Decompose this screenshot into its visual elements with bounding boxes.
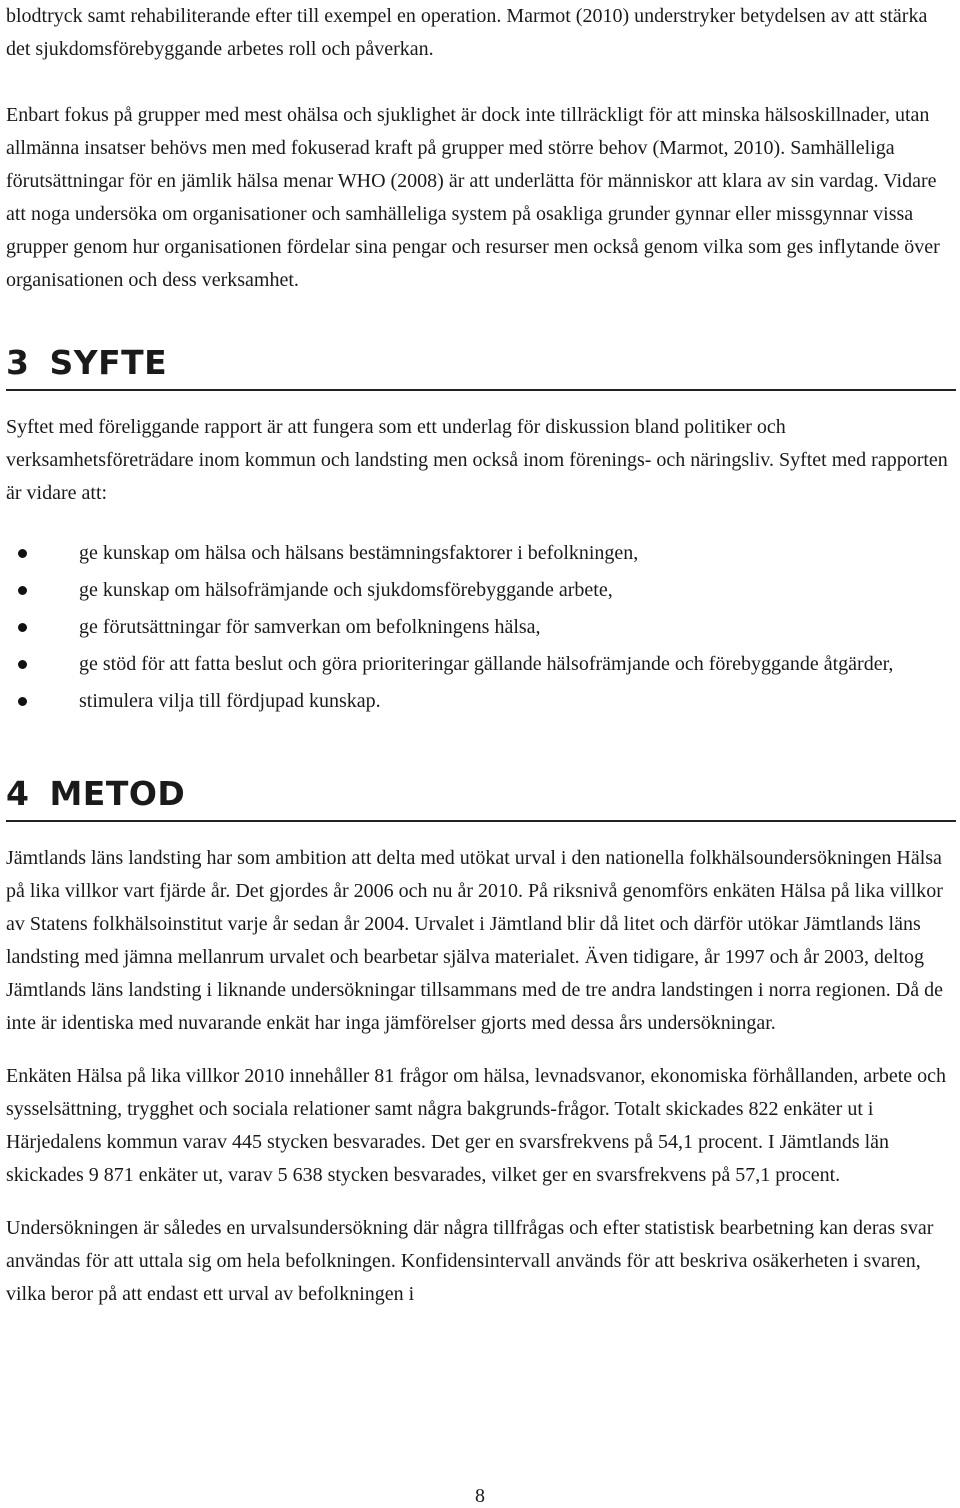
purpose-bullet-list (6, 537, 956, 718)
paragraph-metod-1: Jämtlands läns landsting har som ambition att delta med utökat urval i den nationella folkhälsoundersökningen Hälsa på lika villkor vart fjärde år. Det gjordes år 2006 och nu år 2010. På riksnivå genomförs enkäten Hälsa på lika villkor av Statens folkhälsoinstitut varje år sedan år 2004. Urvalet i Jämtland blir då litet och därför utökar Jämtlands läns landsting med jämna mellanrum urvalet och bearbetar själva materialet. Även tidigare, år 1997 och år 2003, deltog Jämtlands läns landsting i liknande undersökningar tillsammans med de tre andra landstingen i norra regionen. Då de inte är identiska med nuvarande enkät har inga jämförelser gjorts med dessa års undersökningar. (6, 847, 943, 1034)
list-item-text: ge kunskap om hälsofrämjande och sjukdomsförebyggande arbete, (79, 579, 613, 601)
section-title: SYFTE (49, 343, 168, 382)
bullet-icon (18, 549, 27, 558)
section-number: 4 (6, 774, 30, 813)
paragraph-metod-3: Undersökningen är således en urvalsundersökning där några tillfrågas och efter statistisk bearbetning kan deras svar användas för att uttala sig om hela befolkningen. Konfidensintervall används för att beskriva osäkerheten i svaren, vilka beror på att endast ett urval av befolkningen i (6, 1217, 934, 1305)
paragraph-syfte-1: Syftet med föreliggande rapport är att fungera som ett underlag för diskussion bland politiker och verksamhetsföreträdare inom kommun och landsting men också inom förenings- och näringsliv. Syftet med rapporten är vidare att: (6, 416, 948, 504)
section-heading-metod (6, 774, 956, 822)
section-heading-syfte (6, 343, 956, 391)
list-item (6, 574, 956, 607)
paragraph-intro-1: blodtryck samt rehabiliterande efter till exempel en operation. Marmot (2010) understryker betydelsen av att stärka det sjukdomsförebyggande arbetes roll och påverkan. (6, 5, 928, 60)
list-item (6, 611, 956, 644)
list-item (6, 648, 956, 681)
paragraph-intro-2: Enbart fokus på grupper med mest ohälsa och sjuklighet är dock inte tillräckligt för att minska hälsoskillnader, utan allmänna insatser behövs men med fokuserad kraft på grupper med större behov (Marmot, 2010). Samhälleliga förutsättningar för en jämlik hälsa menar WHO (2008) är att underlätta för människor att klara av sin vardag. Vidare att noga undersöka om organisationer och samhälleliga system på osakliga grunder gynnar eller missgynnar vissa grupper genom hur organisationen fördelar sina pengar och resurser men också genom vilka som ges inflytande över organisationen och dess verksamhet. (6, 104, 940, 291)
list-item-text: stimulera vilja till fördjupad kunskap. (79, 690, 381, 712)
list-item-text: ge förutsättningar för samverkan om befolkningens hälsa, (79, 616, 541, 638)
bullet-icon (18, 697, 27, 706)
section-number: 3 (6, 343, 30, 382)
list-item-text: ge stöd för att fatta beslut och göra prioriteringar gällande hälsofrämjande och förebyggande åtgärder, (79, 653, 894, 675)
bullet-icon (18, 586, 27, 595)
list-item (6, 685, 956, 718)
section-title: METOD (49, 774, 186, 813)
list-item-text: ge kunskap om hälsa och hälsans bestämningsfaktorer i befolkningen, (79, 542, 639, 564)
bullet-icon (18, 660, 27, 669)
page-number: 8 (475, 1485, 485, 1507)
bullet-icon (18, 623, 27, 632)
document-page (6, 0, 956, 1311)
paragraph-metod-2: Enkäten Hälsa på lika villkor 2010 innehåller 81 frågor om hälsa, levnadsvanor, ekonomiska förhållanden, arbete och sysselsättning, trygghet och sociala relationer samt några bakgrunds-frågor. Totalt skickades 822 enkäter ut i Härjedalens kommun varav 445 stycken besvarades. Det ger en svarsfrekvens på 54,1 procent. I Jämtlands län skickades 9 871 enkäter ut, varav 5 638 stycken besvarades, vilket ger en svarsfrekvens på 57,1 procent. (6, 1065, 946, 1186)
list-item (6, 537, 956, 570)
